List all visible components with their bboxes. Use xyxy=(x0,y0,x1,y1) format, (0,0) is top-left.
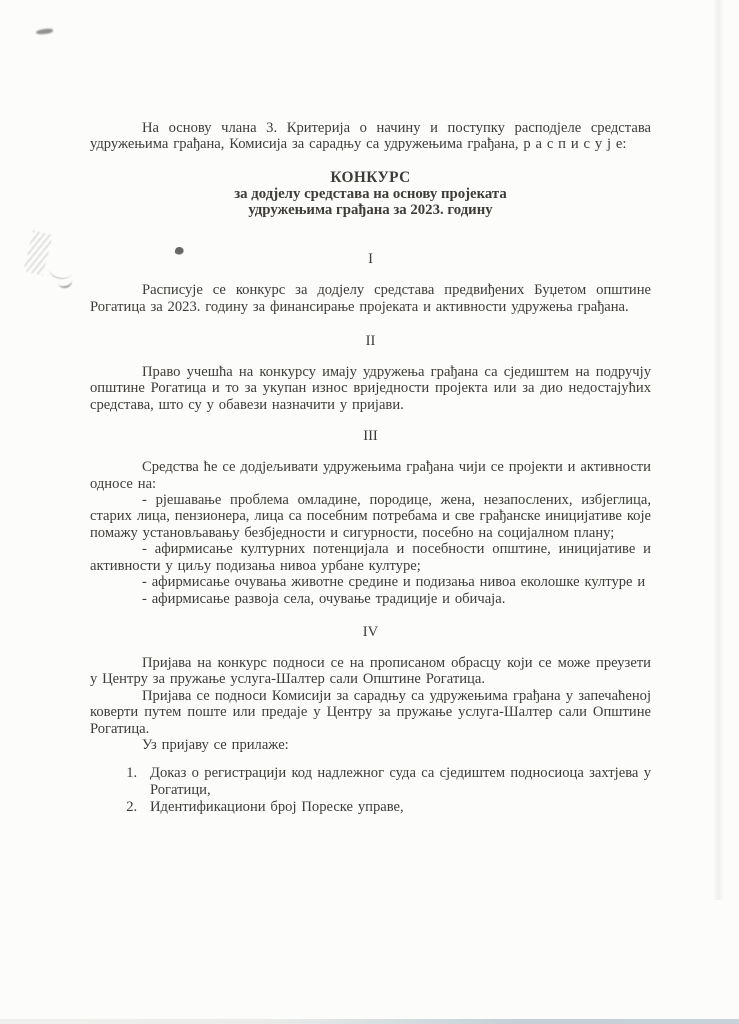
scribble-stroke xyxy=(48,261,74,282)
attachment-list xyxy=(90,765,651,815)
document-body xyxy=(90,120,651,815)
document-title: КОНКУРС xyxy=(330,168,411,186)
section-4-paragraph-3: Уз пријаву се прилаже: xyxy=(142,736,289,753)
scan-edge-shadow-bottom xyxy=(0,1019,739,1024)
section-3-bullet-3: - афирмисање очувања животне средине и подизања нивоа еколошке културе и xyxy=(142,574,646,591)
attachment-list-item-2: 2. Идентификациони број Пореске управе, xyxy=(142,799,651,816)
section-4-paragraph-2: Пријава се подноси Комисији за сарадњу са удружењима грађана у запечаћеној коверти путем поште или предаје у Центру за пружање услуга-Шалтер сали Општине Рогатица. xyxy=(90,687,651,737)
scan-smudge-mark xyxy=(36,28,53,35)
section-numeral-1: I xyxy=(368,251,373,268)
section-numeral-2: II xyxy=(365,333,376,350)
legal-basis-paragraph: На основу члана 3. Критерија о начину и поступку расподјеле средстава удружењима грађана, Комисија за сарадњу са удружењима грађана, р а с п и с у ј е: xyxy=(90,120,651,153)
section-3-bullet-2: - афирмисање културних потенцијала и посебности општине, иницијативе и активности у циљу подизања нивоа урбане културе; xyxy=(90,541,651,574)
section-1-paragraph: Расписује се конкурс за додјелу средстава предвиђених Буџетом општине Рогатица за 2023. годину за финансирање пројеката и активности удружења грађана. xyxy=(90,282,651,315)
section-2-paragraph: Право учешћа на конкурсу имају удружења грађана са сједиштем на подручју општине Рогатица и то за укупан износ вриједности пројекта или за дио недостајућих средстава, што су у обавези назначити у пријави. xyxy=(90,364,651,413)
section-numeral-3: III xyxy=(363,428,378,445)
scan-edge-shadow-right xyxy=(713,0,725,900)
scribble-stroke xyxy=(57,274,73,289)
section-numeral-4: IV xyxy=(362,623,379,640)
section-4-paragraph-1: Пријава на конкурс подноси се на прописаном обрасцу који се може преузети у Центру за пружање услуга-Шалтер сали Општине Рогатица. xyxy=(90,654,651,688)
pencil-scribble-artifact xyxy=(18,220,93,300)
section-3-paragraph: Средства ће се додјељивати удружењима грађана чији се пројекти и активности односе на: xyxy=(90,459,651,492)
attachment-list-item-1: 1. Доказ о регистрацији код надлежног суда са сједиштем подносиоца захтјева у Рогатици, xyxy=(142,765,651,798)
scribble-stroke xyxy=(23,230,53,276)
document-title-block xyxy=(90,170,651,218)
title-subtitle-line-1: за додјелу средстава на основу пројеката xyxy=(234,185,507,202)
section-3-bullet-1: - рјешавање проблема омладине, породице, жена, незапослених, избјеглица, старих лица, пензионера, лица са посебним потребама и све грађанске иницијативе које помажу установљавању безбједности и сигурности, посебно на социјалном плану; xyxy=(90,492,651,541)
title-subtitle-line-2: удружењима грађана за 2023. годину xyxy=(248,202,493,219)
section-3-bullet-4: - афирмисање развоја села, очување традиције и обичаја. xyxy=(142,590,506,607)
